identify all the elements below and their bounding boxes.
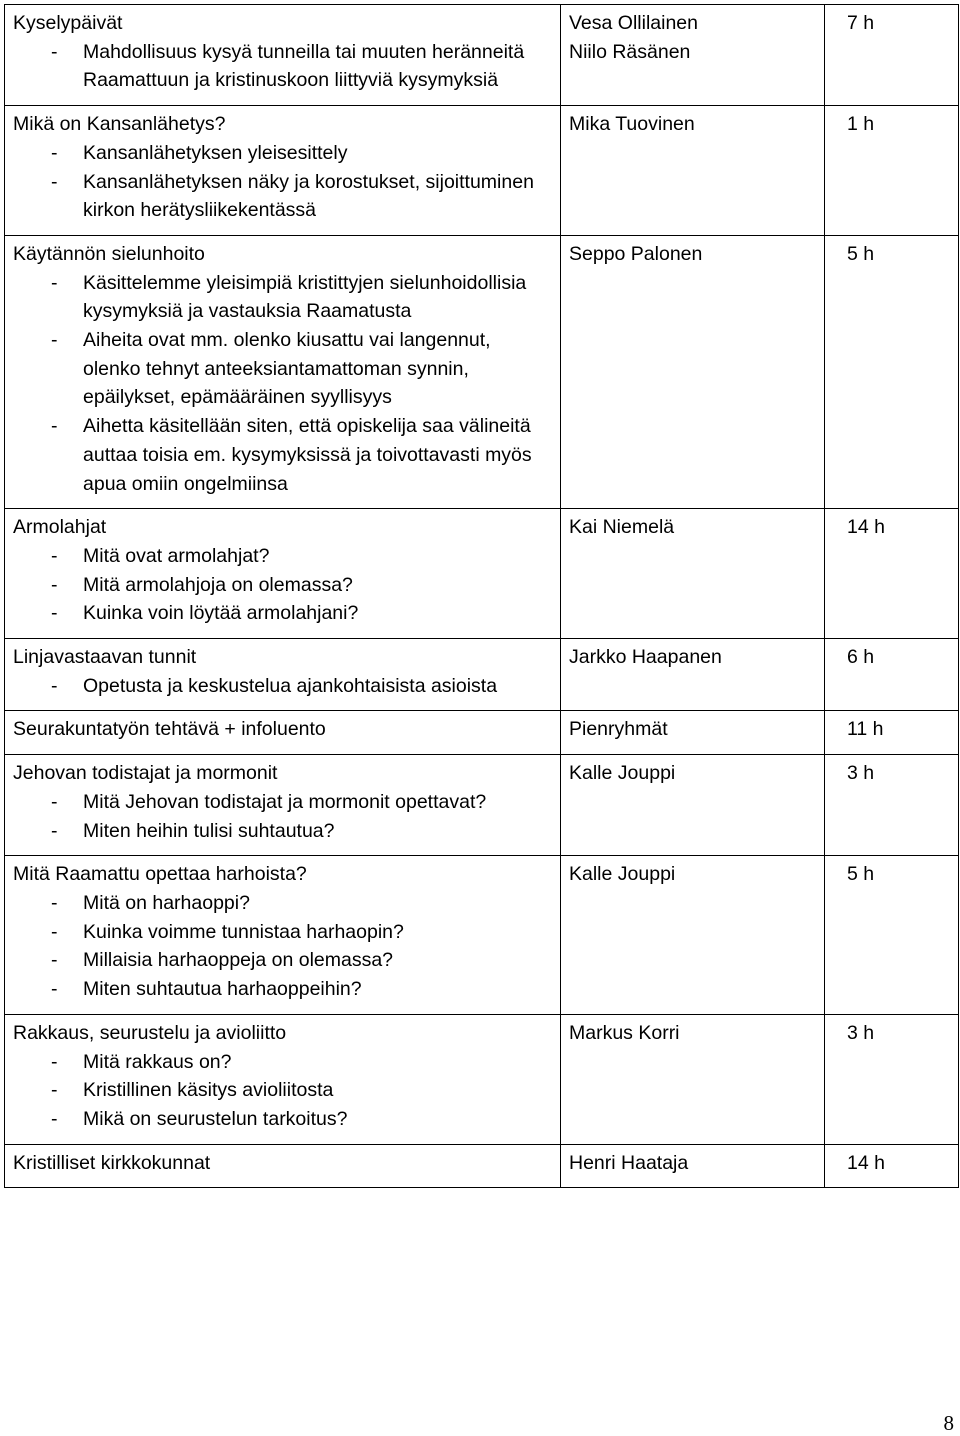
- list-item-text: Mitä ovat armolahjat?: [83, 544, 270, 567]
- dash-bullet: -: [51, 674, 58, 697]
- teacher-cell: [561, 1144, 825, 1188]
- hours-cell: 3 h: [825, 755, 959, 856]
- table-row: [5, 235, 959, 508]
- list-item: [13, 788, 552, 817]
- list-item: [13, 412, 552, 498]
- topic-title: Jehovan todistajat ja mormonit: [13, 762, 278, 785]
- list-item: [13, 269, 552, 326]
- list-item: [13, 139, 552, 168]
- list-item-text: Mitä Jehovan todistajat ja mormonit opettavat?: [83, 790, 487, 813]
- topic-title: Kyselypäivät: [13, 12, 123, 34]
- list-item: [13, 326, 552, 412]
- teacher-name: Kai Niemelä: [569, 516, 675, 539]
- topic-title: Armolahjat: [13, 516, 107, 539]
- topic-cell: [5, 856, 561, 1015]
- topic-points-list: [13, 672, 552, 701]
- topic-title: Linjavastaavan tunnit: [13, 646, 197, 669]
- topic-points-list: [13, 542, 552, 628]
- list-item: [13, 571, 552, 600]
- list-item-text: Kansanlähetyksen näky ja korostukset, sijoittuminen kirkon herätysliikekentässä: [83, 170, 534, 222]
- topic-points-list: [13, 1048, 552, 1134]
- topic-cell: [5, 509, 561, 639]
- table-row: [5, 106, 959, 236]
- teacher-name: Kalle Jouppi: [569, 863, 676, 886]
- dash-bullet: -: [51, 329, 58, 352]
- list-item: [13, 817, 552, 846]
- list-item-text: Kristillinen käsitys avioliitosta: [83, 1079, 334, 1102]
- list-item: [13, 168, 552, 225]
- schedule-body: [5, 5, 959, 1188]
- hours-cell: 14 h: [825, 509, 959, 639]
- hours-cell: 6 h: [825, 639, 959, 711]
- table-row: [5, 509, 959, 639]
- hours-cell: 5 h: [825, 856, 959, 1015]
- hours-cell: 1 h: [825, 106, 959, 236]
- teacher-name: Kalle Jouppi: [569, 762, 676, 785]
- list-item-text: Millaisia harhaoppeja on olemassa?: [83, 949, 394, 972]
- table-row: [5, 1144, 959, 1188]
- dash-bullet: -: [51, 1107, 58, 1130]
- dash-bullet: -: [51, 949, 58, 972]
- topic-title: Kristilliset kirkkokunnat: [13, 1151, 211, 1174]
- list-item-text: Aihetta käsitellään siten, että opiskelija saa välineitä auttaa toisia em. kysymyksissä ja toivottavasti myös apua omiin ongelmiinsa: [83, 415, 532, 495]
- dash-bullet: -: [51, 271, 58, 294]
- dash-bullet: -: [51, 819, 58, 842]
- list-item: [13, 946, 552, 975]
- topic-title: Rakkaus, seurustelu ja avioliitto: [13, 1021, 287, 1044]
- topic-cell: [5, 106, 561, 236]
- list-item-text: Opetusta ja keskustelua ajankohtaisista asioista: [83, 674, 498, 697]
- table-row: [5, 755, 959, 856]
- table-row: [5, 856, 959, 1015]
- table-row: [5, 5, 959, 106]
- list-item: [13, 1105, 552, 1134]
- hours-cell: 14 h: [825, 1144, 959, 1188]
- list-item: [13, 38, 552, 95]
- list-item-text: Kansanlähetyksen yleisesittely: [83, 141, 348, 164]
- teacher-cell: [561, 106, 825, 236]
- list-item-text: Mitä armolahjoja on olemassa?: [83, 573, 353, 596]
- list-item-text: Aiheita ovat mm. olenko kiusattu vai langennut, olenko tehnyt anteeksiantamattoman synnin, epäilykset, epämääräinen syyllisyys: [83, 329, 491, 409]
- topic-cell: [5, 5, 561, 106]
- list-item: [13, 889, 552, 918]
- topic-title: Seurakuntatyön tehtävä + infoluento: [13, 718, 326, 741]
- list-item-text: Miten suhtautua harhaoppeihin?: [83, 978, 362, 1001]
- list-item: [13, 599, 552, 628]
- topic-cell: [5, 235, 561, 508]
- dash-bullet: -: [51, 891, 58, 914]
- teacher-name: Markus Korri: [569, 1021, 680, 1044]
- topic-points-list: [13, 269, 552, 499]
- list-item-text: Miten heihin tulisi suhtautua?: [83, 819, 335, 842]
- list-item-text: Kuinka voimme tunnistaa harhaopin?: [83, 920, 404, 943]
- hours-cell: 7 h: [825, 5, 959, 106]
- list-item-text: Käsittelemme yleisimpiä kristittyjen sielunhoidollisia kysymyksiä ja vastauksia Raamatusta: [83, 271, 527, 323]
- topic-cell: [5, 1144, 561, 1188]
- teacher-name: Vesa Ollilainen: [569, 12, 698, 34]
- teacher-cell: [561, 235, 825, 508]
- teacher-cell: [561, 755, 825, 856]
- list-item-text: Mitä on harhaoppi?: [83, 891, 250, 914]
- list-item: [13, 542, 552, 571]
- topic-points-list: [13, 889, 552, 1004]
- dash-bullet: -: [51, 415, 58, 438]
- teacher-name: Niilo Räsänen: [569, 40, 691, 63]
- teacher-cell: [561, 639, 825, 711]
- topic-points-list: [13, 788, 552, 845]
- topic-cell: [5, 755, 561, 856]
- dash-bullet: -: [51, 978, 58, 1001]
- list-item: [13, 1076, 552, 1105]
- teacher-cell: [561, 5, 825, 106]
- table-row: [5, 711, 959, 755]
- dash-bullet: -: [51, 1079, 58, 1102]
- teacher-name: Seppo Palonen: [569, 242, 703, 265]
- topic-title: Mitä Raamattu opettaa harhoista?: [13, 863, 307, 886]
- teacher-cell: [561, 856, 825, 1015]
- topic-points-list: [13, 139, 552, 225]
- topic-points-list: [13, 38, 552, 95]
- dash-bullet: -: [51, 141, 58, 164]
- list-item-text: Mitä rakkaus on?: [83, 1050, 232, 1073]
- list-item-text: Mahdollisuus kysyä tunneilla tai muuten heränneitä Raamattuun ja kristinuskoon liittyviä kysymyksiä: [83, 40, 525, 92]
- teacher-cell: [561, 1014, 825, 1144]
- page-number: 8: [943, 1411, 954, 1435]
- table-row: [5, 1014, 959, 1144]
- topic-cell: [5, 639, 561, 711]
- table-row: [5, 639, 959, 711]
- teacher-name: Jarkko Haapanen: [569, 646, 722, 669]
- teacher-cell: [561, 711, 825, 755]
- list-item-text: Kuinka voin löytää armolahjani?: [83, 602, 359, 625]
- hours-cell: 3 h: [825, 1014, 959, 1144]
- dash-bullet: -: [51, 544, 58, 567]
- teacher-name: Pienryhmät: [569, 718, 668, 741]
- topic-title: Käytännön sielunhoito: [13, 242, 205, 265]
- hours-cell: 5 h: [825, 235, 959, 508]
- dash-bullet: -: [51, 920, 58, 943]
- dash-bullet: -: [51, 1050, 58, 1073]
- topic-cell: [5, 711, 561, 755]
- list-item: [13, 1048, 552, 1077]
- hours-cell: 11 h: [825, 711, 959, 755]
- dash-bullet: -: [51, 170, 58, 193]
- dash-bullet: -: [51, 602, 58, 625]
- teacher-cell: [561, 509, 825, 639]
- list-item-text: Mikä on seurustelun tarkoitus?: [83, 1107, 348, 1130]
- list-item: [13, 918, 552, 947]
- list-item: [13, 672, 552, 701]
- dash-bullet: -: [51, 790, 58, 813]
- dash-bullet: -: [51, 573, 58, 596]
- teacher-name: Henri Haataja: [569, 1151, 689, 1174]
- course-schedule-table: [4, 4, 959, 1188]
- dash-bullet: -: [51, 40, 58, 63]
- teacher-name: Mika Tuovinen: [569, 113, 695, 136]
- topic-cell: [5, 1014, 561, 1144]
- topic-title: Mikä on Kansanlähetys?: [13, 113, 226, 136]
- list-item: [13, 975, 552, 1004]
